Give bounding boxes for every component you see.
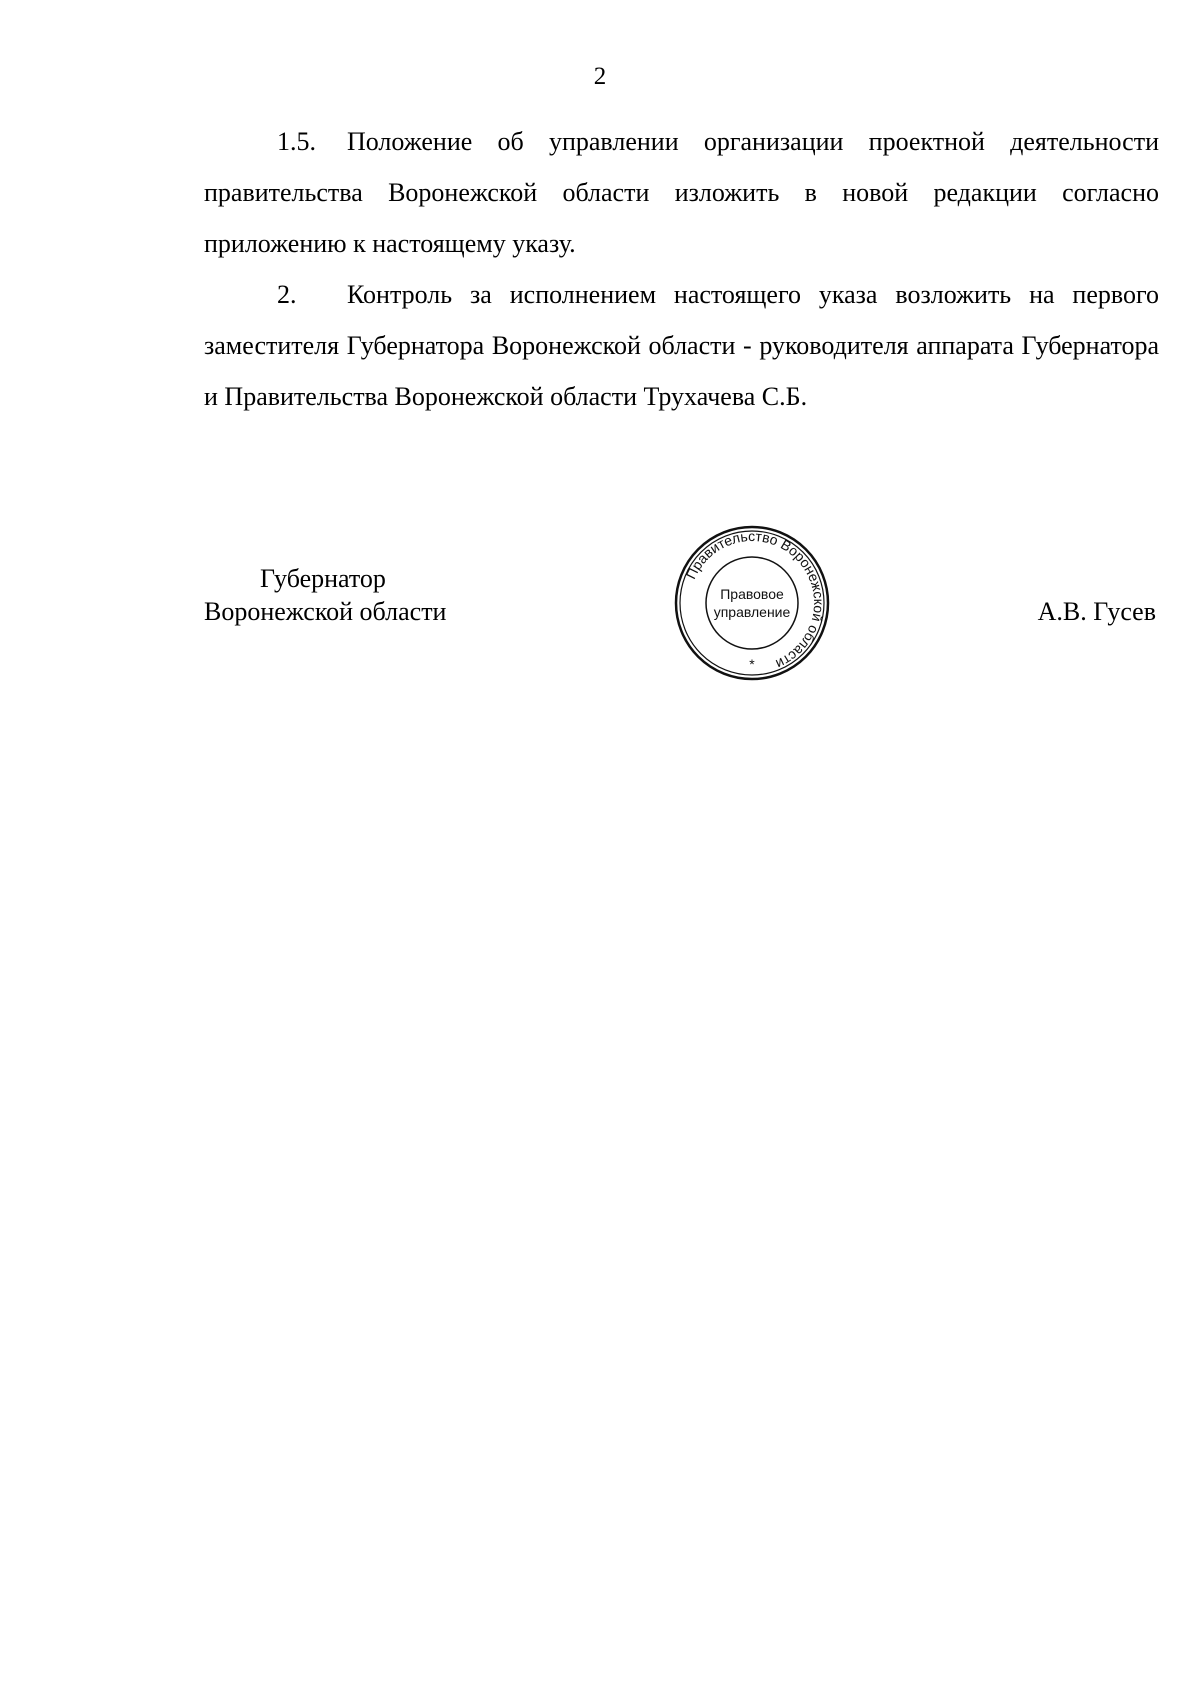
- page-number: 2: [593, 63, 607, 90]
- stamp-star: *: [749, 656, 755, 672]
- paragraph-2: [204, 269, 1159, 422]
- stamp-seal-icon: [672, 523, 832, 683]
- stamp-inner-line2: управление: [713, 604, 791, 620]
- signer-position: [204, 562, 446, 628]
- document-body: [204, 116, 1159, 422]
- signer-name: А.В. Гусев: [1037, 597, 1156, 626]
- paragraph-text: Контроль за исполнением настоящего указа возложить на первого заместителя Губернатора Воронежской области - руководителя аппарата Губернатора и Правительства Воронежской области Трухачева С.Б.: [204, 280, 1159, 411]
- position-title: Губернатор: [260, 564, 386, 593]
- paragraph-number: 1.5.: [277, 127, 316, 156]
- stamp-outer-text: Правительство Воронежской области: [682, 527, 828, 673]
- paragraph-text: Положение об управлении организации проектной деятельности правительства Воронежской области изложить в новой редакции согласно приложению к настоящему указу.: [204, 127, 1159, 258]
- position-region: Воронежской области: [204, 597, 447, 626]
- stamp-inner-line1: Правовое: [720, 586, 784, 602]
- paragraph-number: 2.: [277, 280, 297, 309]
- paragraph-1-5: [204, 116, 1159, 269]
- official-stamp: [672, 523, 832, 683]
